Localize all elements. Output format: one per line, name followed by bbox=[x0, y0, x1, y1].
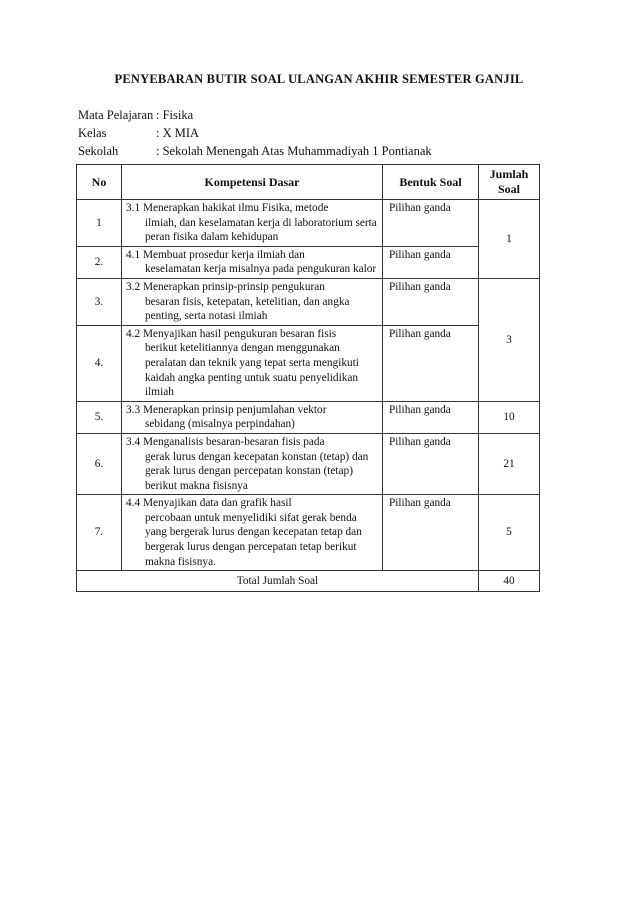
jumlah-group-2: 3 bbox=[479, 278, 540, 401]
row-bentuk-soal: Pilihan ganda bbox=[383, 401, 479, 433]
row-kompetensi bbox=[122, 278, 383, 325]
meta-school-label: Sekolah bbox=[78, 144, 119, 158]
table-row bbox=[77, 495, 540, 571]
header-bentuk-soal: Bentuk Soal bbox=[383, 165, 479, 200]
table-row bbox=[77, 325, 540, 401]
kd-rest: besaran fisis, ketepatan, ketelitian, dan angka penting, serta notasi ilmiah bbox=[145, 295, 350, 323]
meta-class bbox=[78, 124, 432, 142]
meta-subject-value: : Fisika bbox=[156, 108, 194, 122]
row-number: 1 bbox=[77, 200, 122, 247]
row-bentuk-soal: Pilihan ganda bbox=[383, 433, 479, 494]
row-kompetensi bbox=[122, 246, 383, 278]
kd-first-line: 4.2 Menyajikan hasil pengukuran besaran fisis bbox=[126, 327, 337, 340]
total-value: 40 bbox=[479, 571, 540, 592]
kd-rest: percobaan untuk menyelidiki sifat gerak benda yang bergerak lurus dengan kecepatan tetap dan bergerak lurus dengan percepatan tetap berikut makna fisisnya. bbox=[145, 511, 362, 568]
row-bentuk-soal: Pilihan ganda bbox=[383, 495, 479, 571]
row-bentuk-soal: Pilihan ganda bbox=[383, 246, 479, 278]
document-meta bbox=[78, 106, 432, 160]
kd-first-line: 3.3 Menerapkan prinsip penjumlahan vektor bbox=[126, 403, 327, 416]
jumlah-row-5: 10 bbox=[479, 401, 540, 433]
row-kompetensi bbox=[122, 495, 383, 571]
header-no: No bbox=[77, 165, 122, 200]
row-bentuk-soal: Pilihan ganda bbox=[383, 278, 479, 325]
row-bentuk-soal: Pilihan ganda bbox=[383, 325, 479, 401]
row-bentuk-soal: Pilihan ganda bbox=[383, 200, 479, 247]
meta-school-value: : Sekolah Menengah Atas Muhammadiyah 1 Pontianak bbox=[156, 144, 432, 158]
row-number: 7. bbox=[77, 495, 122, 571]
table-row bbox=[77, 246, 540, 278]
meta-subject bbox=[78, 106, 432, 124]
header-kompetensi: Kompetensi Dasar bbox=[122, 165, 383, 200]
total-label: Total Jumlah Soal bbox=[77, 571, 479, 592]
row-kompetensi bbox=[122, 401, 383, 433]
row-number: 4. bbox=[77, 325, 122, 401]
kd-rest: berikut ketelitiannya dengan menggunakan peralatan dan teknik yang tepat serta mengikuti kaidah angka penting untuk suatu penyelidikan ilmiah bbox=[145, 342, 359, 399]
meta-subject-label: Mata Pelajaran bbox=[78, 108, 154, 122]
kd-first-line: 3.4 Menganalisis besaran-besaran fisis pada bbox=[126, 435, 325, 448]
row-number: 3. bbox=[77, 278, 122, 325]
kd-first-line: 3.2 Menerapkan prinsip-prinsip pengukuran bbox=[126, 280, 325, 293]
header-jumlah-soal: Jumlah Soal bbox=[479, 165, 540, 200]
kd-rest: gerak lurus dengan kecepatan konstan (tetap) dan gerak lurus dengan percepatan konstan (tetap) berikut makna fisisnya bbox=[145, 450, 369, 492]
table-row bbox=[77, 401, 540, 433]
row-kompetensi bbox=[122, 325, 383, 401]
kd-first-line: 3.1 Menerapkan hakikat ilmu Fisika, metode bbox=[126, 202, 329, 214]
table-row bbox=[77, 433, 540, 494]
jumlah-row-6: 21 bbox=[479, 433, 540, 494]
row-number: 5. bbox=[77, 401, 122, 433]
row-number: 2. bbox=[77, 246, 122, 278]
meta-class-label: Kelas bbox=[78, 126, 107, 140]
kd-first-line: 4.4 Menyajikan data dan grafik hasil bbox=[126, 497, 292, 510]
meta-class-value: : X MIA bbox=[156, 126, 200, 140]
total-row bbox=[77, 571, 540, 592]
meta-school bbox=[78, 142, 432, 160]
kd-rest: ilmiah, dan keselamatan kerja di laboratorium serta peran fisika dalam kehidupan bbox=[145, 216, 377, 244]
jumlah-group-1: 1 bbox=[479, 200, 540, 279]
table-row bbox=[77, 200, 540, 247]
row-number: 6. bbox=[77, 433, 122, 494]
kd-rest: sebidang (misalnya perpindahan) bbox=[145, 418, 295, 431]
table-header-row bbox=[77, 165, 540, 200]
row-kompetensi bbox=[122, 433, 383, 494]
distribution-table bbox=[76, 164, 540, 592]
row-kompetensi bbox=[122, 200, 383, 247]
table-row bbox=[77, 278, 540, 325]
kd-rest: keselamatan kerja misalnya pada pengukuran kalor bbox=[145, 263, 377, 276]
kd-first-line: 4.1 Membuat prosedur kerja ilmiah dan bbox=[126, 248, 305, 261]
jumlah-row-7: 5 bbox=[479, 495, 540, 571]
document-title: PENYEBARAN BUTIR SOAL ULANGAN AKHIR SEMESTER GANJIL bbox=[114, 72, 524, 86]
